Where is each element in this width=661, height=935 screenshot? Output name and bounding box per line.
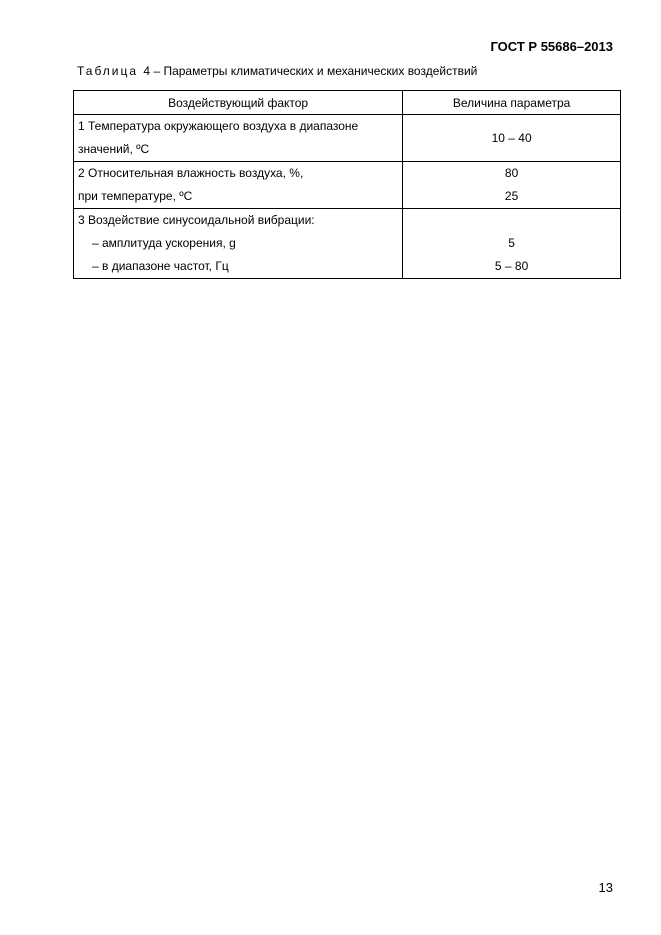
factor-line: – в диапазоне частот, Гц <box>92 259 229 273</box>
factor-line: при температуре, ºС <box>78 189 193 203</box>
page-number: 13 <box>598 880 613 895</box>
value-cell <box>403 115 621 162</box>
factor-cell <box>74 162 403 209</box>
table-row <box>74 115 621 162</box>
table-caption-text: – Параметры климатических и механических воздействий <box>153 64 478 78</box>
value-cell <box>403 209 621 279</box>
column-header-factor: Воздействующий фактор <box>74 91 403 115</box>
table-caption-number: 4 <box>143 64 151 78</box>
value-line: 5 <box>508 236 515 250</box>
parameters-table <box>73 90 621 279</box>
table-header-row <box>74 91 621 115</box>
value-line: 80 <box>504 166 519 180</box>
table-caption <box>77 64 477 78</box>
table-row <box>74 209 621 279</box>
factor-line: значений, ºС <box>78 142 150 156</box>
factor-line: 3 Воздействие синусоидальной вибрации: <box>78 213 315 227</box>
factor-line: 2 Относительная влажность воздуха, %, <box>78 166 304 180</box>
factor-cell <box>74 115 403 162</box>
document-code: ГОСТ Р 55686–2013 <box>490 39 613 54</box>
value-text: 10 – 40 <box>491 131 532 145</box>
table-row <box>74 162 621 209</box>
value-line: 25 <box>504 189 519 203</box>
value-cell <box>403 162 621 209</box>
value-line: 5 – 80 <box>494 259 529 273</box>
table-caption-label: Таблица <box>77 64 139 78</box>
value-line <box>407 209 616 232</box>
column-header-value: Величина параметра <box>403 91 621 115</box>
factor-line: – амплитуда ускорения, g <box>92 236 236 250</box>
factor-line: 1 Температура окружающего воздуха в диапазоне <box>78 119 359 133</box>
factor-cell <box>74 209 403 279</box>
